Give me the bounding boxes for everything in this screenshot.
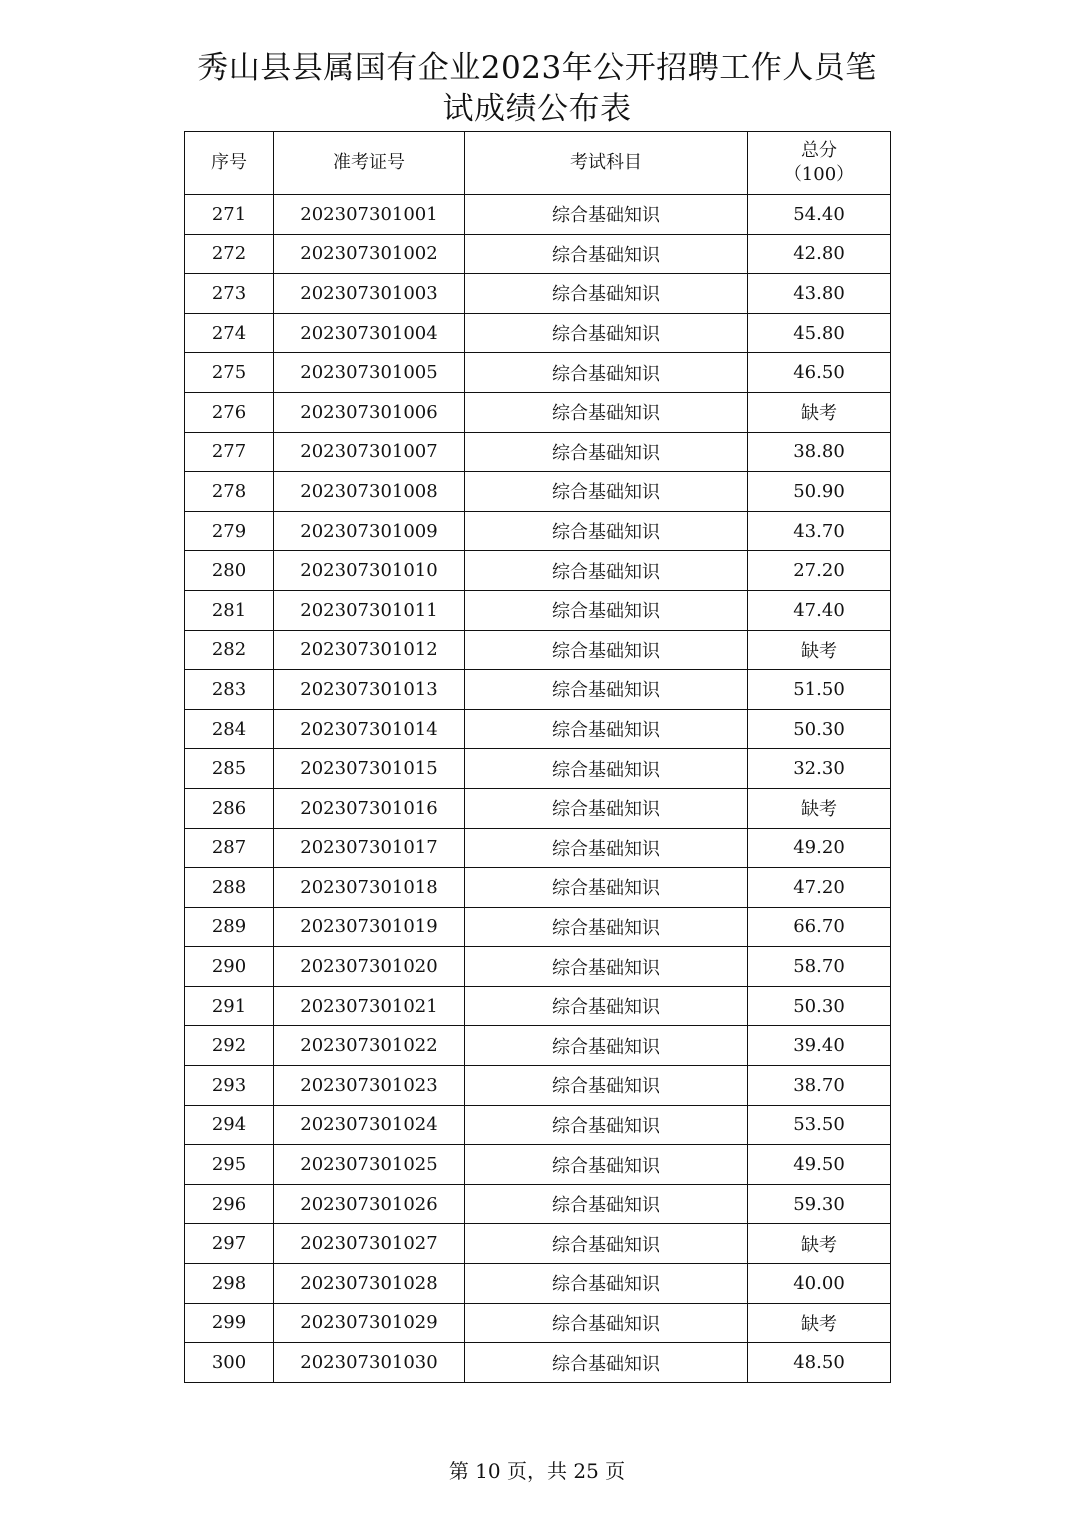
cell-seq: 276 [185, 392, 274, 432]
cell-seq: 281 [185, 590, 274, 630]
cell-score: 46.50 [748, 353, 891, 393]
cell-seq: 296 [185, 1184, 274, 1224]
cell-seq: 275 [185, 353, 274, 393]
cell-exam-id: 202307301026 [274, 1184, 465, 1224]
scores-table [184, 131, 891, 1383]
cell-exam-id: 202307301011 [274, 590, 465, 630]
cell-score: 48.50 [748, 1343, 891, 1383]
cell-score: 66.70 [748, 907, 891, 947]
cell-seq: 288 [185, 868, 274, 908]
cell-subject: 综合基础知识 [465, 1066, 748, 1106]
cell-subject: 综合基础知识 [465, 472, 748, 512]
cell-seq: 271 [185, 195, 274, 235]
table-row [185, 709, 891, 749]
cell-subject: 综合基础知识 [465, 1303, 748, 1343]
cell-seq: 290 [185, 947, 274, 987]
cell-subject: 综合基础知识 [465, 1026, 748, 1066]
cell-seq: 273 [185, 274, 274, 314]
table-row [185, 986, 891, 1026]
table-row [185, 828, 891, 868]
cell-score: 47.20 [748, 868, 891, 908]
table-row [185, 392, 891, 432]
cell-exam-id: 202307301021 [274, 986, 465, 1026]
cell-seq: 286 [185, 788, 274, 828]
document-title [0, 48, 1074, 130]
cell-seq: 278 [185, 472, 274, 512]
table-row [185, 749, 891, 789]
cell-subject: 综合基础知识 [465, 511, 748, 551]
cell-exam-id: 202307301024 [274, 1105, 465, 1145]
cell-seq: 277 [185, 432, 274, 472]
cell-subject: 综合基础知识 [465, 551, 748, 591]
cell-subject: 综合基础知识 [465, 1224, 748, 1264]
table-row [185, 1184, 891, 1224]
table-row [185, 788, 891, 828]
table-row [185, 947, 891, 987]
cell-subject: 综合基础知识 [465, 353, 748, 393]
table-header-row [185, 132, 891, 195]
cell-score: 49.20 [748, 828, 891, 868]
cell-seq: 292 [185, 1026, 274, 1066]
table-row [185, 353, 891, 393]
header-score-line-2: （100） [783, 164, 855, 185]
cell-subject: 综合基础知识 [465, 1343, 748, 1383]
cell-exam-id: 202307301006 [274, 392, 465, 432]
cell-seq: 282 [185, 630, 274, 670]
cell-score: 42.80 [748, 234, 891, 274]
cell-exam-id: 202307301003 [274, 274, 465, 314]
table-row [185, 1264, 891, 1304]
header-subject: 考试科目 [465, 132, 748, 195]
cell-exam-id: 202307301001 [274, 195, 465, 235]
cell-subject: 综合基础知识 [465, 590, 748, 630]
cell-score: 50.90 [748, 472, 891, 512]
cell-exam-id: 202307301005 [274, 353, 465, 393]
cell-exam-id: 202307301023 [274, 1066, 465, 1106]
cell-subject: 综合基础知识 [465, 1105, 748, 1145]
header-exam-id: 准考证号 [274, 132, 465, 195]
cell-subject: 综合基础知识 [465, 788, 748, 828]
cell-seq: 285 [185, 749, 274, 789]
table-row [185, 432, 891, 472]
cell-exam-id: 202307301022 [274, 1026, 465, 1066]
header-score-line-1: 总分 [801, 140, 837, 161]
cell-seq: 294 [185, 1105, 274, 1145]
cell-exam-id: 202307301013 [274, 670, 465, 710]
table-row [185, 511, 891, 551]
cell-seq: 291 [185, 986, 274, 1026]
cell-seq: 274 [185, 313, 274, 353]
cell-seq: 280 [185, 551, 274, 591]
cell-seq: 289 [185, 907, 274, 947]
cell-subject: 综合基础知识 [465, 630, 748, 670]
cell-score: 38.70 [748, 1066, 891, 1106]
cell-exam-id: 202307301017 [274, 828, 465, 868]
cell-seq: 293 [185, 1066, 274, 1106]
cell-exam-id: 202307301009 [274, 511, 465, 551]
cell-subject: 综合基础知识 [465, 828, 748, 868]
cell-seq: 297 [185, 1224, 274, 1264]
cell-exam-id: 202307301014 [274, 709, 465, 749]
table-row [185, 1026, 891, 1066]
title-line-1: 秀山县县属国有企业2023年公开招聘工作人员笔 [197, 50, 877, 86]
cell-score: 缺考 [748, 788, 891, 828]
cell-subject: 综合基础知识 [465, 234, 748, 274]
table-row [185, 907, 891, 947]
cell-subject: 综合基础知识 [465, 868, 748, 908]
cell-seq: 298 [185, 1264, 274, 1304]
cell-score: 50.30 [748, 709, 891, 749]
cell-score: 45.80 [748, 313, 891, 353]
cell-exam-id: 202307301029 [274, 1303, 465, 1343]
cell-exam-id: 202307301008 [274, 472, 465, 512]
cell-exam-id: 202307301020 [274, 947, 465, 987]
cell-subject: 综合基础知识 [465, 1184, 748, 1224]
cell-seq: 300 [185, 1343, 274, 1383]
cell-score: 39.40 [748, 1026, 891, 1066]
cell-score: 缺考 [748, 1303, 891, 1343]
table-row [185, 1303, 891, 1343]
cell-subject: 综合基础知识 [465, 392, 748, 432]
cell-score: 59.30 [748, 1184, 891, 1224]
cell-exam-id: 202307301004 [274, 313, 465, 353]
table-row [185, 551, 891, 591]
header-seq: 序号 [185, 132, 274, 195]
cell-seq: 284 [185, 709, 274, 749]
cell-subject: 综合基础知识 [465, 986, 748, 1026]
table-row [185, 670, 891, 710]
cell-seq: 299 [185, 1303, 274, 1343]
table-row [185, 868, 891, 908]
table-row [185, 1343, 891, 1383]
table-row [185, 472, 891, 512]
cell-score: 51.50 [748, 670, 891, 710]
cell-subject: 综合基础知识 [465, 709, 748, 749]
cell-score: 53.50 [748, 1105, 891, 1145]
cell-subject: 综合基础知识 [465, 1264, 748, 1304]
page-footer: 第 10 页，共 25 页 [448, 1459, 626, 1483]
cell-exam-id: 202307301015 [274, 749, 465, 789]
cell-score: 54.40 [748, 195, 891, 235]
cell-subject: 综合基础知识 [465, 947, 748, 987]
cell-score: 27.20 [748, 551, 891, 591]
cell-subject: 综合基础知识 [465, 907, 748, 947]
cell-seq: 279 [185, 511, 274, 551]
cell-score: 50.30 [748, 986, 891, 1026]
title-line-2: 试成绩公布表 [442, 91, 632, 127]
table-row [185, 274, 891, 314]
cell-exam-id: 202307301012 [274, 630, 465, 670]
cell-score: 43.80 [748, 274, 891, 314]
header-score [748, 132, 891, 195]
cell-exam-id: 202307301007 [274, 432, 465, 472]
cell-subject: 综合基础知识 [465, 195, 748, 235]
cell-score: 43.70 [748, 511, 891, 551]
cell-score: 缺考 [748, 1224, 891, 1264]
table-row [185, 313, 891, 353]
table-row [185, 1105, 891, 1145]
cell-subject: 综合基础知识 [465, 274, 748, 314]
cell-score: 38.80 [748, 432, 891, 472]
cell-score: 缺考 [748, 630, 891, 670]
cell-exam-id: 202307301028 [274, 1264, 465, 1304]
cell-exam-id: 202307301027 [274, 1224, 465, 1264]
cell-seq: 283 [185, 670, 274, 710]
cell-subject: 综合基础知识 [465, 432, 748, 472]
table-body [185, 195, 891, 1383]
cell-score: 49.50 [748, 1145, 891, 1185]
cell-exam-id: 202307301030 [274, 1343, 465, 1383]
cell-exam-id: 202307301002 [274, 234, 465, 274]
cell-exam-id: 202307301016 [274, 788, 465, 828]
cell-seq: 287 [185, 828, 274, 868]
cell-exam-id: 202307301018 [274, 868, 465, 908]
table-row [185, 1066, 891, 1106]
cell-score: 47.40 [748, 590, 891, 630]
cell-subject: 综合基础知识 [465, 313, 748, 353]
cell-subject: 综合基础知识 [465, 1145, 748, 1185]
table-row [185, 1145, 891, 1185]
cell-score: 缺考 [748, 392, 891, 432]
table-row [185, 1224, 891, 1264]
table-row [185, 195, 891, 235]
table-row [185, 630, 891, 670]
cell-score: 58.70 [748, 947, 891, 987]
cell-score: 32.30 [748, 749, 891, 789]
table-row [185, 234, 891, 274]
cell-subject: 综合基础知识 [465, 670, 748, 710]
cell-score: 40.00 [748, 1264, 891, 1304]
cell-seq: 272 [185, 234, 274, 274]
cell-exam-id: 202307301025 [274, 1145, 465, 1185]
cell-seq: 295 [185, 1145, 274, 1185]
cell-subject: 综合基础知识 [465, 749, 748, 789]
cell-exam-id: 202307301010 [274, 551, 465, 591]
cell-exam-id: 202307301019 [274, 907, 465, 947]
table-row [185, 590, 891, 630]
